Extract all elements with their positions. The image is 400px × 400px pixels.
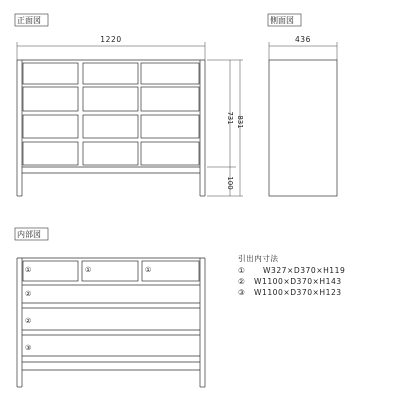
front-drawer xyxy=(23,87,78,111)
interior-label: ① xyxy=(145,266,152,274)
side-view-title: 側面図 xyxy=(270,16,294,25)
front-height-label: 731 xyxy=(226,111,234,125)
front-drawer xyxy=(141,142,199,165)
interior-label: ② xyxy=(25,317,32,325)
side-panel xyxy=(269,60,337,196)
interior-label: ② xyxy=(25,290,32,298)
interior-label: ① xyxy=(85,266,92,274)
drawer-size-list xyxy=(238,253,345,297)
side-view xyxy=(268,14,337,196)
size-item-value: W1100×D370×H123 xyxy=(254,288,342,297)
front-drawer xyxy=(141,63,199,84)
size-item-value: W1100×D370×H143 xyxy=(254,277,342,286)
front-drawer xyxy=(141,115,199,138)
front-drawer xyxy=(23,63,78,84)
side-depth-label: 436 xyxy=(294,35,312,44)
interior-view xyxy=(15,228,205,387)
size-list-heading: 引出内寸法 xyxy=(238,254,279,263)
front-width-label: 1220 xyxy=(100,35,122,44)
interior-label: ③ xyxy=(25,344,32,352)
front-view xyxy=(15,14,244,196)
size-item-number: ① xyxy=(238,266,246,275)
front-base-height-label: 100 xyxy=(226,176,234,190)
front-drawer xyxy=(23,142,78,165)
front-drawer xyxy=(141,87,199,111)
front-drawer xyxy=(83,63,138,84)
front-drawer xyxy=(83,142,138,165)
front-total-height-label: 831 xyxy=(236,115,244,129)
front-drawer xyxy=(23,115,78,138)
front-view-title: 正面図 xyxy=(17,16,41,25)
size-item-number: ③ xyxy=(238,288,246,297)
front-drawer xyxy=(83,87,138,111)
interior-view-title: 内部図 xyxy=(17,230,41,239)
size-item-value: W327×D370×H119 xyxy=(263,266,346,275)
front-drawer xyxy=(83,115,138,138)
size-item-number: ② xyxy=(238,277,246,286)
interior-label: ① xyxy=(25,266,32,274)
